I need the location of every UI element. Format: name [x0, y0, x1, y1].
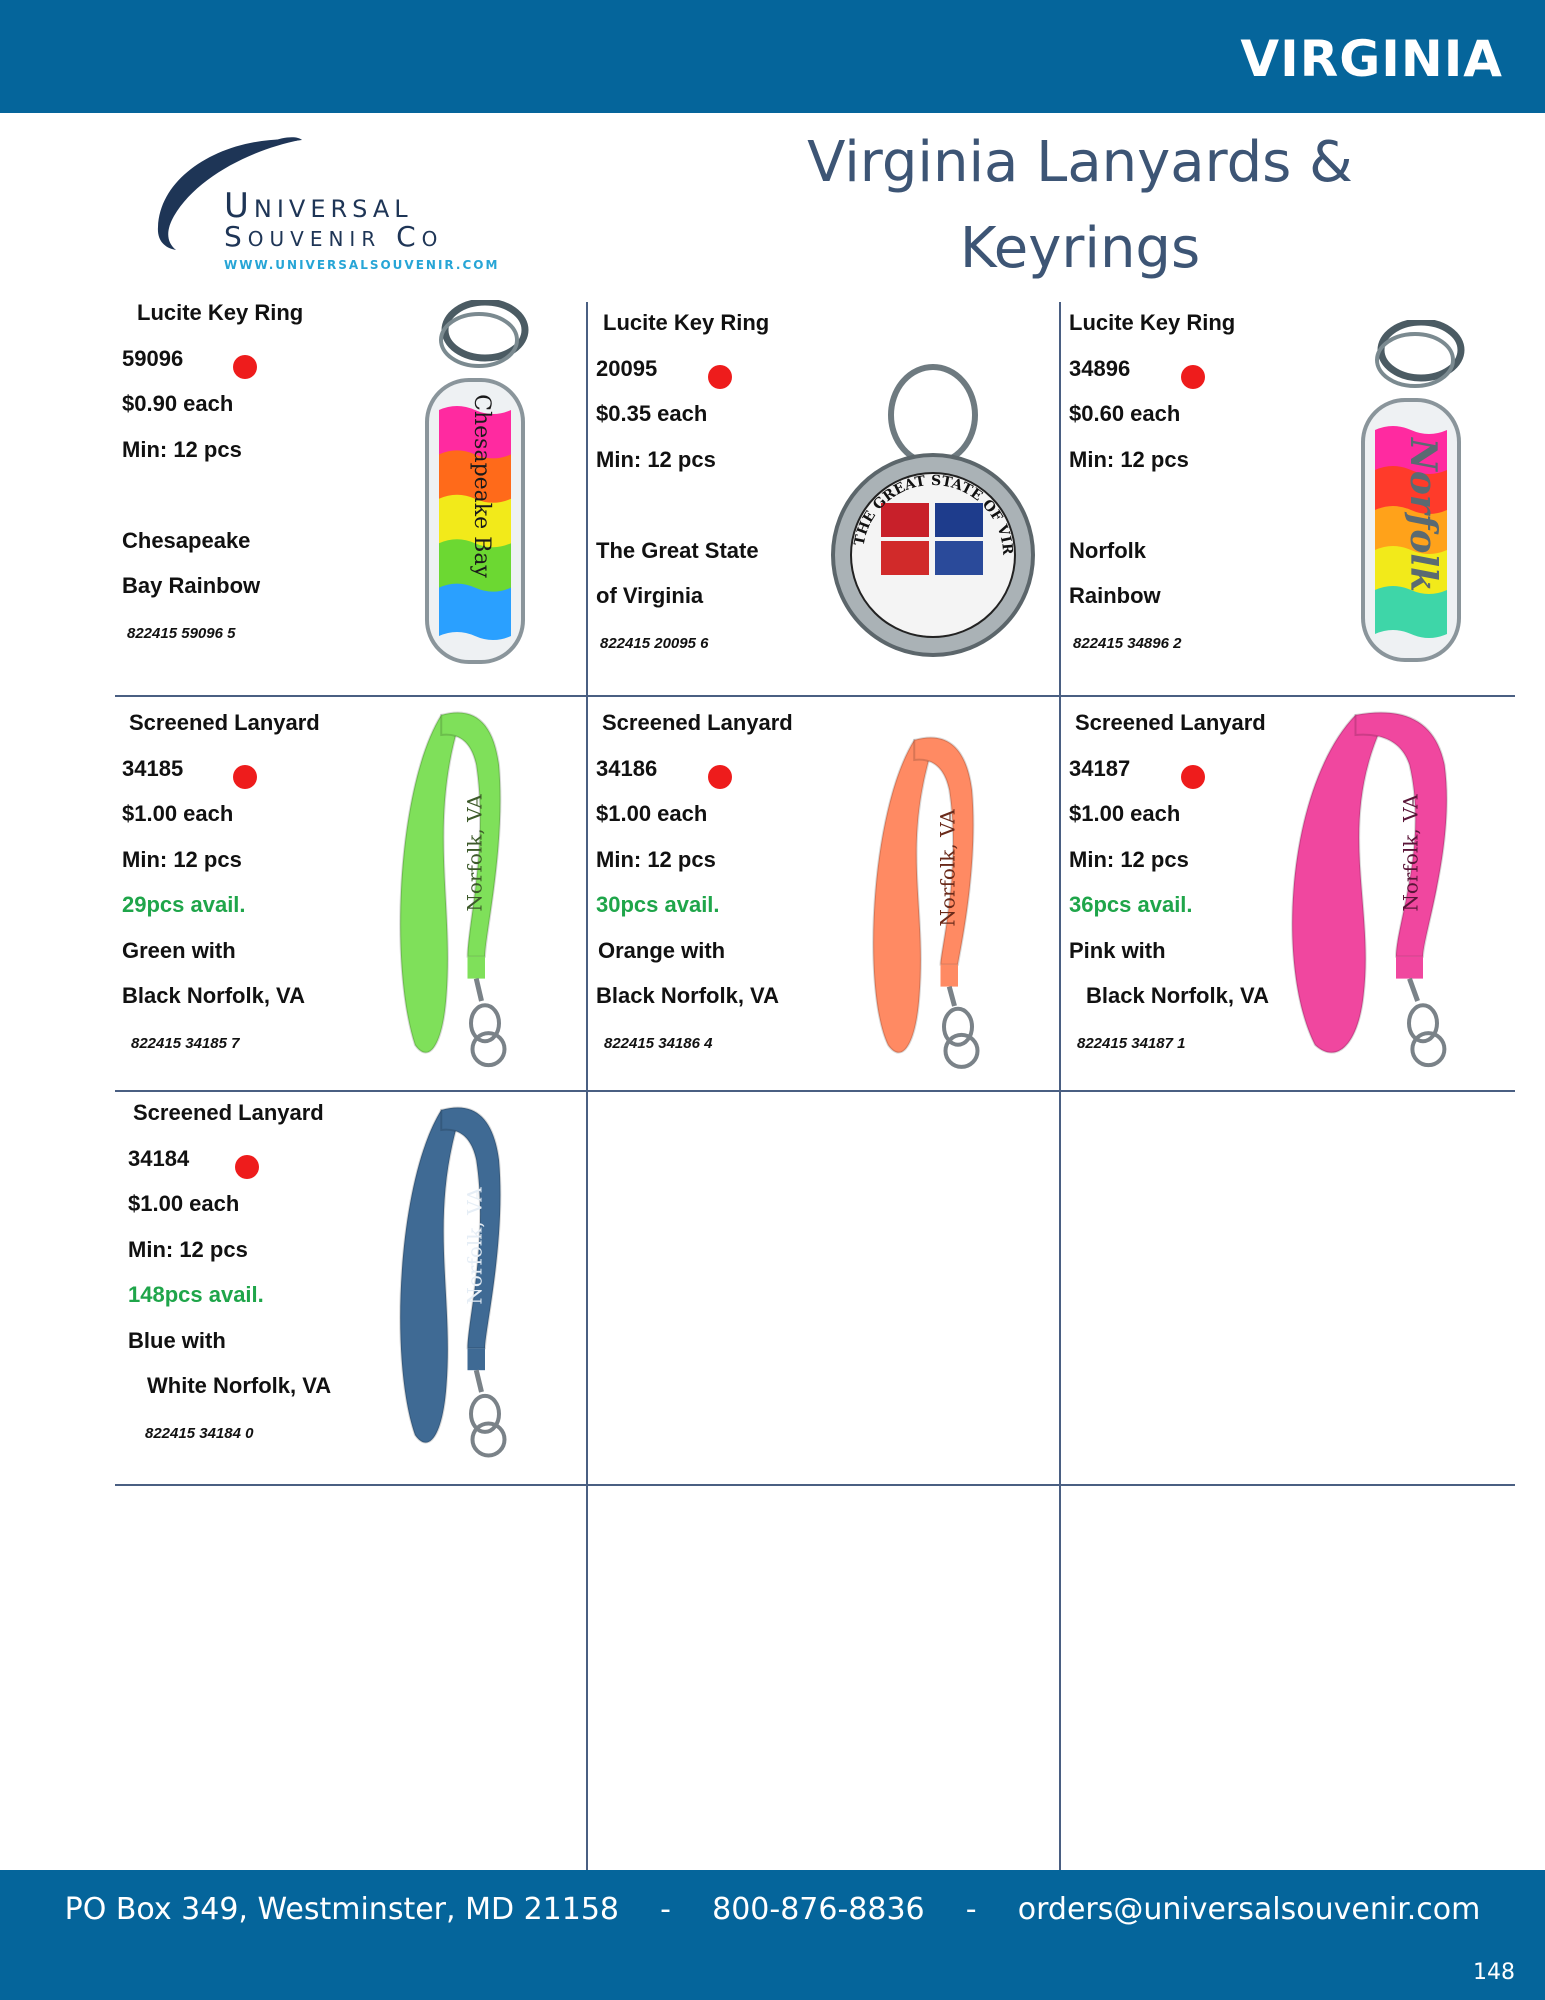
- lanyard-label: Norfolk, VA: [1398, 794, 1423, 912]
- product-image: [853, 730, 1028, 1080]
- product-price: $1.00 each: [128, 1191, 240, 1216]
- page-title-line-2: Keyrings: [959, 216, 1201, 281]
- logo-line-2: Souvenir Co: [224, 220, 444, 253]
- product-min-qty: Min: 12 pcs: [596, 846, 716, 872]
- logo-url: WWW.UNIVERSALSOUVENIR.COM: [224, 258, 500, 272]
- product-image: [400, 300, 550, 677]
- product-image: [1311, 320, 1511, 675]
- product-cell-34187: [1061, 710, 1531, 1090]
- product-description-line-2: Black Norfolk, VA: [122, 983, 305, 1008]
- product-description-line-2: Rainbow: [1069, 583, 1161, 608]
- blue-lanyard-image: [380, 1100, 555, 1465]
- product-min-qty: Min: 12 pcs: [1069, 846, 1189, 872]
- product-description-line-1: Green with: [122, 937, 236, 963]
- logo-line-1: Universal: [224, 186, 413, 226]
- product-availability: 30pcs avail.: [596, 892, 720, 917]
- product-sku: 34187: [1069, 755, 1131, 781]
- product-price: $0.60 each: [1069, 401, 1181, 426]
- chesapeake-bay-keyring-image: [400, 300, 550, 672]
- great-state-keyring-image: [823, 345, 1043, 665]
- footer-email[interactable]: orders@universalsouvenir.com: [1017, 1892, 1481, 1927]
- product-price: $1.00 each: [122, 801, 234, 826]
- product-upc: 822415 34896 2: [1073, 634, 1182, 652]
- product-description-line-2: Bay Rainbow: [122, 573, 261, 598]
- product-cell-34896: [1061, 310, 1531, 690]
- product-price: $1.00 each: [596, 801, 708, 826]
- product-name: Lucite Key Ring: [1069, 310, 1236, 335]
- norfolk-keyring-image: [1311, 320, 1511, 670]
- product-availability: 148pcs avail.: [128, 1282, 264, 1307]
- product-sku: 34186: [596, 755, 658, 781]
- state-label: VIRGINIA: [1240, 30, 1503, 88]
- lanyard-label: Norfolk, VA: [462, 794, 487, 912]
- product-min-qty: Min: 12 pcs: [1069, 446, 1189, 472]
- product-price: $0.90 each: [122, 391, 234, 416]
- product-price: $1.00 each: [1069, 801, 1181, 826]
- product-sku: 59096: [122, 345, 184, 371]
- product-name: Lucite Key Ring: [137, 300, 304, 325]
- product-upc: 822415 34187 1: [1077, 1034, 1186, 1052]
- product-name: Lucite Key Ring: [603, 310, 770, 335]
- product-name: Screened Lanyard: [602, 710, 793, 735]
- product-min-qty: Min: 12 pcs: [122, 436, 242, 462]
- footer-separator: -: [965, 1892, 977, 1927]
- product-cell-34186: [588, 710, 1058, 1090]
- product-upc: 822415 34185 7: [131, 1034, 240, 1052]
- product-description-line-1: Norfolk: [1069, 537, 1146, 563]
- product-image: [380, 705, 555, 1080]
- header-bar: [0, 0, 1545, 113]
- orange-lanyard-image: [853, 730, 1028, 1075]
- product-description-line-1: Orange with: [598, 937, 726, 963]
- page-title-line-1: Virginia Lanyards &: [807, 130, 1353, 195]
- pink-lanyard-image: [1261, 705, 1531, 1075]
- grid-line: [115, 1484, 1515, 1486]
- status-dot-icon: [1181, 765, 1205, 789]
- footer-address: PO Box 349, Westminster, MD 21158: [64, 1892, 620, 1927]
- product-cell-34184: [115, 1100, 585, 1480]
- product-description-line-1: Pink with: [1069, 937, 1166, 963]
- product-upc: 822415 20095 6: [600, 634, 709, 652]
- keyring-label: Norfolk: [1402, 437, 1444, 593]
- status-dot-icon: [235, 1155, 259, 1179]
- product-description-line-2: Black Norfolk, VA: [1086, 983, 1269, 1008]
- status-dot-icon: [1181, 365, 1205, 389]
- product-cell-59096: [115, 300, 585, 680]
- product-cell-20095: [588, 310, 1058, 690]
- product-description-line-1: Blue with: [128, 1327, 226, 1353]
- status-dot-icon: [708, 765, 732, 789]
- product-image: [823, 345, 1043, 670]
- lanyard-label: Norfolk, VA: [462, 1187, 487, 1305]
- keyring-label: THE GREAT STATE OF VIR: [851, 472, 1016, 556]
- product-description-line-2: White Norfolk, VA: [147, 1373, 332, 1398]
- product-description-line-2: Black Norfolk, VA: [596, 983, 779, 1008]
- company-logo: [150, 132, 510, 272]
- product-min-qty: Min: 12 pcs: [122, 846, 242, 872]
- product-name: Screened Lanyard: [133, 1100, 324, 1125]
- product-image: [380, 1100, 555, 1470]
- product-description-line-1: Chesapeake: [122, 527, 251, 553]
- product-sku: 20095: [596, 355, 658, 381]
- product-name: Screened Lanyard: [129, 710, 320, 735]
- grid-line: [115, 1090, 1515, 1092]
- product-image: [1261, 705, 1531, 1080]
- product-description-line-2: of Virginia: [596, 583, 704, 608]
- product-min-qty: Min: 12 pcs: [596, 446, 716, 472]
- page-number: 148: [1473, 1960, 1515, 1985]
- product-cell-34185: [115, 710, 585, 1090]
- lanyard-label: Norfolk, VA: [935, 809, 960, 927]
- green-lanyard-image: [380, 705, 555, 1075]
- product-upc: 822415 34186 4: [604, 1034, 713, 1052]
- page-title: [780, 120, 1380, 292]
- keyring-label: Chesapeake Bay: [469, 394, 494, 578]
- grid-line: [115, 695, 1515, 697]
- status-dot-icon: [233, 355, 257, 379]
- status-dot-icon: [233, 765, 257, 789]
- product-description-line-1: The Great State: [596, 537, 759, 563]
- product-availability: 29pcs avail.: [122, 892, 246, 917]
- product-sku: 34896: [1069, 355, 1131, 381]
- product-upc: 822415 59096 5: [127, 624, 236, 642]
- footer-bar: [0, 1870, 1545, 2000]
- product-availability: 36pcs avail.: [1069, 892, 1193, 917]
- product-sku: 34185: [122, 755, 184, 781]
- footer-contact: [0, 1892, 1545, 1927]
- product-min-qty: Min: 12 pcs: [128, 1236, 248, 1262]
- product-name: Screened Lanyard: [1075, 710, 1266, 735]
- product-price: $0.35 each: [596, 401, 708, 426]
- status-dot-icon: [708, 365, 732, 389]
- footer-phone[interactable]: 800-876-8836: [712, 1892, 925, 1927]
- product-sku: 34184: [128, 1145, 190, 1171]
- footer-separator: -: [660, 1892, 671, 1927]
- product-upc: 822415 34184 0: [145, 1424, 254, 1442]
